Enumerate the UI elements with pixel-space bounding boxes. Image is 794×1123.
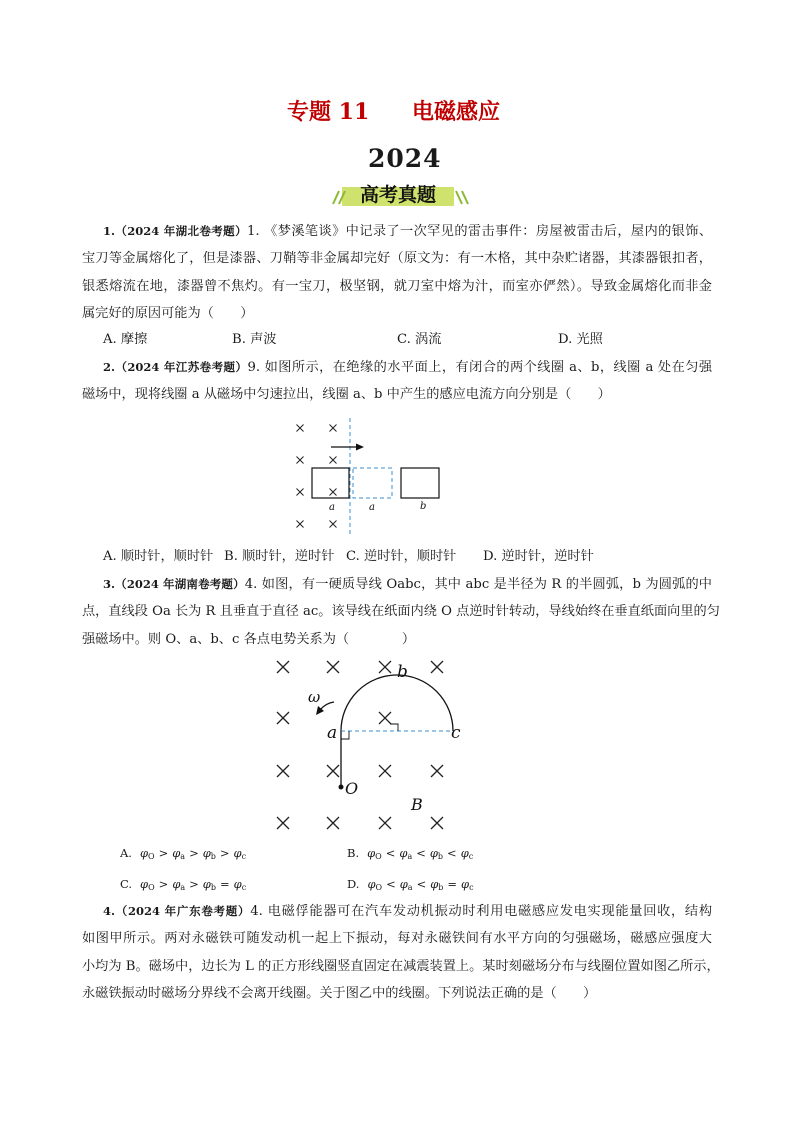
field-mark [431, 765, 443, 777]
field-mark [277, 661, 289, 673]
question-line [82, 218, 712, 245]
question-line: 属完好的原因可能为（ ） [82, 305, 254, 321]
potential-symbol: φ [430, 877, 439, 891]
question-line [82, 571, 712, 598]
potential-symbol: φ [202, 846, 211, 860]
subscript: c [241, 883, 247, 892]
option-label: D. [347, 877, 360, 891]
q2-option-d: D. 逆时针，逆时针 [483, 549, 594, 564]
option-label: A. [120, 846, 132, 860]
question-line: 银悉熔流在地，漆器曾不焦灼。有一宝刀，极坚钢，就刀室中熔为汁，而室亦俨然）。导致金属熔化而非金 [82, 278, 712, 294]
field-mark [330, 521, 337, 528]
question-line: 如图甲所示。两对永磁铁可随发动机一起上下振动，每对永磁铁间有水平方向的匀强磁场，磁感应强度大 [82, 931, 712, 947]
subscript: O [148, 852, 155, 861]
field-b-label: B [411, 795, 423, 814]
relation: > [158, 846, 169, 860]
question-line: 强磁场中。则 O、a、b、c 各点电势关系为（ ） [82, 631, 416, 647]
potential-symbol: φ [399, 846, 408, 860]
question-line: 永磁铁振动时磁场分界线不会离开线圈。关于图乙中的线圈。下列说法正确的是（ ） [82, 985, 597, 1001]
question-source: 3.（2024 年湖南卷考题） [103, 577, 245, 591]
subscript: O [148, 883, 155, 892]
field-mark [379, 712, 391, 724]
potential-symbol: φ [399, 877, 408, 891]
relation: = [447, 877, 458, 891]
potential-symbol: φ [202, 877, 211, 891]
section-banner: 高考真题 [359, 184, 436, 206]
potential-symbol: φ [429, 846, 438, 860]
point-b-label: b [397, 662, 408, 682]
relation: < [416, 877, 427, 891]
coil-a-moved-label: a [369, 502, 375, 513]
relation: = [219, 877, 230, 891]
field-mark [330, 425, 337, 432]
year-heading: 2024 [368, 144, 442, 173]
question-4 [82, 898, 720, 1007]
q2-option-a: A. 顺时针，顺时针 [103, 549, 214, 564]
field-mark [297, 457, 304, 464]
potential-symbol: φ [139, 846, 149, 860]
potential-symbol: φ [460, 846, 469, 860]
pivot-o [339, 785, 344, 790]
potential-symbol: φ [233, 846, 242, 860]
q3-option-b [347, 844, 473, 866]
field-mark [431, 817, 443, 829]
point-o-label: O [345, 779, 359, 798]
subscript: b [437, 852, 444, 861]
field-mark [327, 765, 339, 777]
potential-symbol: φ [172, 846, 181, 860]
subscript: a [407, 883, 413, 892]
question-source: 1.（2024 年湖北卷考题） [103, 224, 247, 238]
semicircle-abc [341, 675, 453, 731]
question-source: 4.（2024 年广东卷考题） [103, 904, 251, 918]
subscript: c [469, 883, 474, 892]
question-text: 1. 《梦溪笔谈》中记录了一次罕见的雷击事件：房屋被雷击后，屋内的银饰、 [246, 224, 713, 239]
field-mark [277, 817, 289, 829]
topic-number: 专题 11 [287, 99, 370, 125]
velocity-arrow [331, 444, 364, 451]
coil-b-label: b [420, 501, 427, 512]
field-mark [330, 457, 337, 464]
coil-a-moved [353, 468, 392, 498]
potential-symbol: φ [172, 877, 181, 891]
q1-option-d: D. 光照 [558, 332, 603, 347]
potential-symbol: φ [140, 877, 149, 891]
subscript: a [180, 852, 186, 861]
point-c-label: c [451, 723, 461, 743]
subscript: c [468, 852, 474, 861]
right-angle-mark-center [390, 724, 398, 731]
potential-symbol: φ [233, 877, 242, 891]
option-label: B. [347, 846, 360, 860]
subscript: b [438, 883, 444, 892]
field-mark [379, 661, 391, 673]
question-2 [82, 354, 712, 409]
q2-option-c: C. 逆时针，顺时针 [346, 549, 457, 564]
coil-b [401, 468, 439, 498]
banner-slashes-right [456, 191, 468, 204]
subscript: b [210, 852, 216, 861]
question-line [82, 354, 712, 381]
potential-symbol: φ [461, 877, 470, 891]
subscript: a [180, 883, 186, 892]
subscript: c [241, 852, 247, 861]
point-a-label: a [327, 723, 338, 743]
q2-figure [297, 418, 440, 537]
topic-title: 电磁感应 [412, 99, 501, 125]
coil-a [312, 468, 349, 498]
relation: > [189, 846, 199, 860]
q3-option-c [120, 875, 246, 897]
field-mark [379, 817, 391, 829]
field-mark [327, 661, 339, 673]
relation: < [386, 877, 396, 891]
question-text: 4. 电磁俘能器可在汽车发动机振动时利用电磁感应发电实现能量回收，结构 [250, 904, 713, 919]
q1-option-a: A. 摩擦 [103, 332, 148, 347]
question-line: 点，直线段 Oa 长为 R 且垂直于直径 ac。该导线在纸面内绕 O 点逆时针转动，导线始终在垂直纸面向里的匀 [82, 604, 720, 620]
omega-label: ω [308, 688, 321, 706]
question-1 [82, 218, 712, 327]
relation: < [385, 846, 396, 860]
field-mark [297, 425, 304, 432]
q3-figure [277, 661, 461, 829]
field-mark [327, 817, 339, 829]
potential-symbol: φ [367, 877, 376, 891]
question-line: 磁场中，现将线圈 a 从磁场中匀速拉出，线圈 a、b 中产生的感应电流方向分别是（ ） [82, 387, 611, 403]
field-mark [297, 521, 304, 528]
question-line [82, 898, 712, 925]
question-line: 小均为 B。磁场中，边长为 L 的正方形线圈竖直固定在减震装置上。某时刻磁场分布与线圈位置如图乙所示， [82, 958, 720, 974]
q2-option-b: B. 顺时针，逆时针 [224, 549, 335, 564]
field-marks [277, 661, 443, 829]
relation: > [158, 877, 169, 891]
option-label: C. [120, 877, 133, 891]
subscript: b [210, 883, 216, 892]
field-mark [379, 765, 391, 777]
field-mark [297, 489, 304, 496]
question-source: 2.（2024 年江苏卷考题） [103, 360, 248, 374]
relation: < [447, 846, 457, 860]
rotation-arrow [316, 702, 334, 715]
relation: > [189, 877, 199, 891]
field-mark [277, 765, 289, 777]
relation: < [416, 846, 426, 860]
q1-option-b: B. 声波 [232, 332, 277, 347]
q3-option-a [120, 844, 246, 866]
q3-option-d [347, 875, 474, 897]
question-text: 4. 如图，有一硬质导线 Oabc，其中 abc 是半径为 R 的半圆弧，b 为圆弧的中 [244, 577, 712, 592]
field-mark [330, 489, 337, 496]
field-mark [431, 661, 443, 673]
question-line: 宝刀等金属熔化了，但是漆器、刀鞘等非金属却完好（原文为：有一木格，其中杂贮诸器，其漆器银扣者， [82, 251, 712, 267]
right-angle-mark-a [341, 731, 349, 739]
relation: > [219, 846, 230, 860]
question-text: 9. 如图所示，在绝缘的水平面上，有闭合的两个线圈 a、b，线圈 a 处在匀强 [247, 360, 713, 375]
subscript: O [375, 883, 383, 892]
field-mark [277, 712, 289, 724]
q1-option-c: C. 涡流 [397, 332, 442, 347]
subscript: a [407, 852, 413, 861]
field-marks [297, 425, 337, 528]
subscript: O [375, 852, 382, 861]
coil-a-label: a [329, 502, 335, 513]
question-3 [82, 571, 720, 653]
potential-symbol: φ [367, 846, 376, 860]
